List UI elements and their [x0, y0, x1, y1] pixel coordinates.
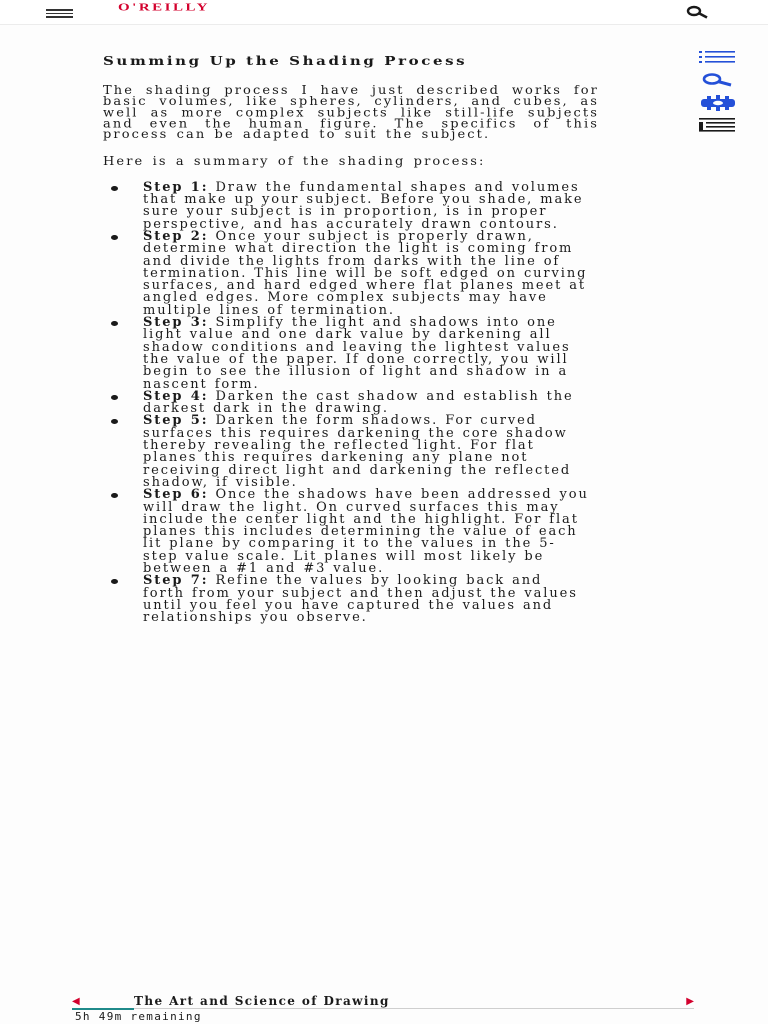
search-icon[interactable]: [697, 71, 737, 94]
list-item: [103, 415, 591, 489]
previous-page-icon[interactable]: ◀: [72, 996, 80, 1007]
time-remaining: 5h 49m remaining: [75, 1010, 202, 1023]
search-icon[interactable]: [685, 5, 709, 19]
step-text: Draw the fundamental shapes and volumes that make up your subject. Before you shade, make sure your subject is in proportion, is in proper perspective, and has accurately drawn contours.: [143, 179, 584, 232]
step-text: Once your subject is properly drawn, determine what direction the light is coming from and divide the lights from darks with the line of termination. This line will be soft edged on curving surfaces, and hard edged where flat planes meet at angled edges. More complex subjects may have multiple lines of termination.: [143, 228, 588, 318]
step-label: Step 5:: [143, 413, 209, 429]
reader-toolbar: [697, 48, 737, 140]
book-content: [103, 53, 599, 626]
step-text: Refine the values by looking back and forth from your subject and then adjust the values until you feel you have captured the values and relationships you observe.: [143, 573, 578, 626]
list-item: [103, 179, 591, 232]
reading-progress-bar[interactable]: [72, 1008, 694, 1009]
step-label: Step 6:: [143, 487, 209, 503]
gear-icon[interactable]: [697, 94, 737, 117]
next-page-icon[interactable]: ▶: [686, 996, 694, 1007]
bookmarks-icon[interactable]: [697, 117, 737, 140]
bullet-icon: [111, 419, 118, 424]
step-label: Step 7:: [143, 573, 209, 589]
toc-icon[interactable]: [697, 48, 737, 71]
bullet-icon: [111, 395, 118, 400]
bullet-icon: [111, 186, 118, 191]
summary-lead: Here is a summary of the shading process:: [103, 155, 486, 170]
book-title[interactable]: The Art and Science of Drawing: [134, 994, 390, 1008]
step-label: Step 4:: [143, 388, 209, 404]
step-text: Simplify the light and shadows into one light value and one dark value by darkening all shadow conditions and leaving the lightest values the value of the paper. If done correctly, you will begin to see the illusion of light and shadow in a nascent form.: [143, 315, 571, 392]
bullet-icon: [111, 235, 118, 240]
section-title: Summing Up the Shading Process: [103, 53, 468, 69]
hamburger-icon[interactable]: [46, 9, 73, 17]
steps-list: [103, 179, 599, 626]
list-item: [103, 388, 591, 417]
footer-nav: [72, 996, 694, 1008]
list-item: [103, 317, 591, 391]
intro-paragraph: The shading process I have just described works for basic volumes, like spheres, cylinders, and cubes, as well as more complex subjects like still-life subjects and even the human figure. The specifics of this process can be adapted to suit the subject.: [103, 84, 599, 142]
bullet-icon: [111, 579, 118, 584]
list-item: [103, 575, 591, 624]
list-item: [103, 228, 591, 318]
oreilly-logo[interactable]: O'REILLY: [118, 2, 210, 14]
list-item: [103, 489, 591, 575]
bullet-icon: [111, 493, 118, 498]
step-label: Step 3:: [143, 315, 209, 331]
step-label: Step 1:: [143, 179, 209, 195]
step-text: Once the shadows have been addressed you will draw the light. On curved surfaces this may include the center light and the highlight. For flat planes this includes determining the value of each lit plane by comparing it to the values in the 5-step value scale. Lit planes will most likely be between a #1 and #3 value.: [143, 487, 589, 576]
step-label: Step 2:: [143, 228, 209, 244]
step-text: Darken the cast shadow and establish the darkest dark in the drawing.: [143, 388, 574, 417]
top-bar: [0, 0, 768, 25]
bullet-icon: [111, 321, 118, 326]
step-text: Darken the form shadows. For curved surfaces this requires darkening the core shadow thereby revealing the reflected light. For flat planes this requires darkening any plane not receiving direct light and darkening the reflected shadow, if visible.: [143, 413, 572, 490]
